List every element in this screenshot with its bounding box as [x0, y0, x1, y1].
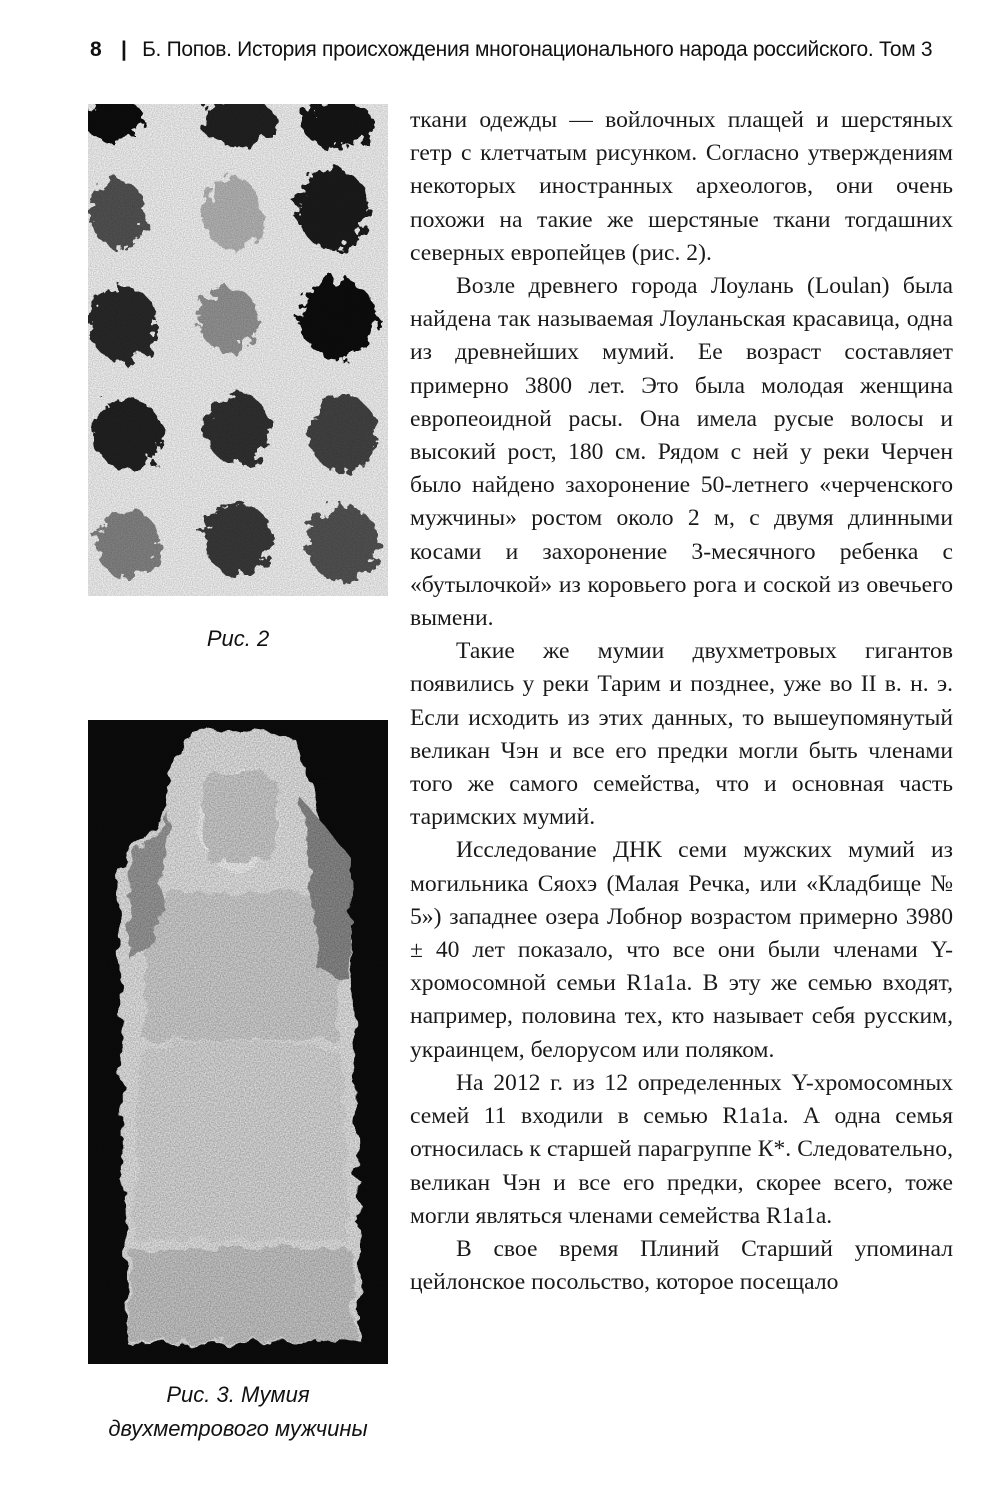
figure-3-caption-line2: двухметрового мужчины	[108, 1416, 368, 1441]
figure-2-textile-image	[88, 104, 388, 596]
running-header	[90, 38, 950, 62]
running-title: Б. Попов. История происхождения многонационального народа российского. Том 3	[142, 38, 933, 61]
paragraph: В свое время Плиний Старший упоминал цейлонское посольство, которое посещало	[410, 1235, 953, 1296]
figure-3-caption-line1: Рис. 3. Мумия	[166, 1382, 310, 1407]
figure-2-caption: Рис. 2	[206, 626, 270, 651]
paragraph: Исследование ДНК семи мужских мумий из могильника Сяохэ (Малая Речка, или «Кладбище № 5») западнее озера Лобнор возрастом примерно 3980 ± 40 лет показало, что все они были членами Y-хромосомной семьи R1a1a. В эту же семью входят, например, половина тех, кто называет себя русским, украинцем, белорусом или поляком.	[410, 837, 953, 1063]
figure-3-mummy-image	[88, 720, 388, 1364]
header-separator: |	[120, 38, 127, 61]
body-text	[410, 104, 953, 1299]
paragraph: ткани одежды — войлочных плащей и шерстяных гетр с клетчатым рисунком. Согласно утверждениям некоторых иностранных археологов, они очень похожи на такие же шерстяные ткани тогдашних северных европейцев (рис. 2).	[410, 107, 953, 266]
paragraph: Возле древнего города Лоулань (Loulan) была найдена так называемая Лоуланьская красавица, одна из древнейших мумий. Ее возраст составляет примерно 3800 лет. Это была молодая женщина европеоидной расы. Она имела русые волосы и высокий рост, 180 см. Рядом с ней у реки Черчен было найдено захоронение 50-летнего «черченского мужчины» ростом около 2 м, с двумя длинными косами и захоронение 3-месячного ребенка с «бутылочкой» из коровьего рога и соской из овечьего вымени.	[410, 273, 953, 632]
figure-3-caption	[88, 1378, 388, 1446]
paragraph: На 2012 г. из 12 определенных Y-хромосомных семей 11 входили в семью R1a1a. А одна семья относилась к старшей парагруппе К*. Следовательно, великан Чэн и все его предки, скорее всего, тоже могли являться членами семейства R1a1a.	[410, 1069, 953, 1229]
page-number: 8	[90, 38, 102, 61]
paragraph: Такие же мумии двухметровых гигантов появились у реки Тарим и позднее, уже во II в. н. э. Если исходить из этих данных, то вышеупомянутый великан Чэн и все его предки могли быть членами того же самого семейства, что и основная часть таримских мумий.	[410, 638, 953, 831]
